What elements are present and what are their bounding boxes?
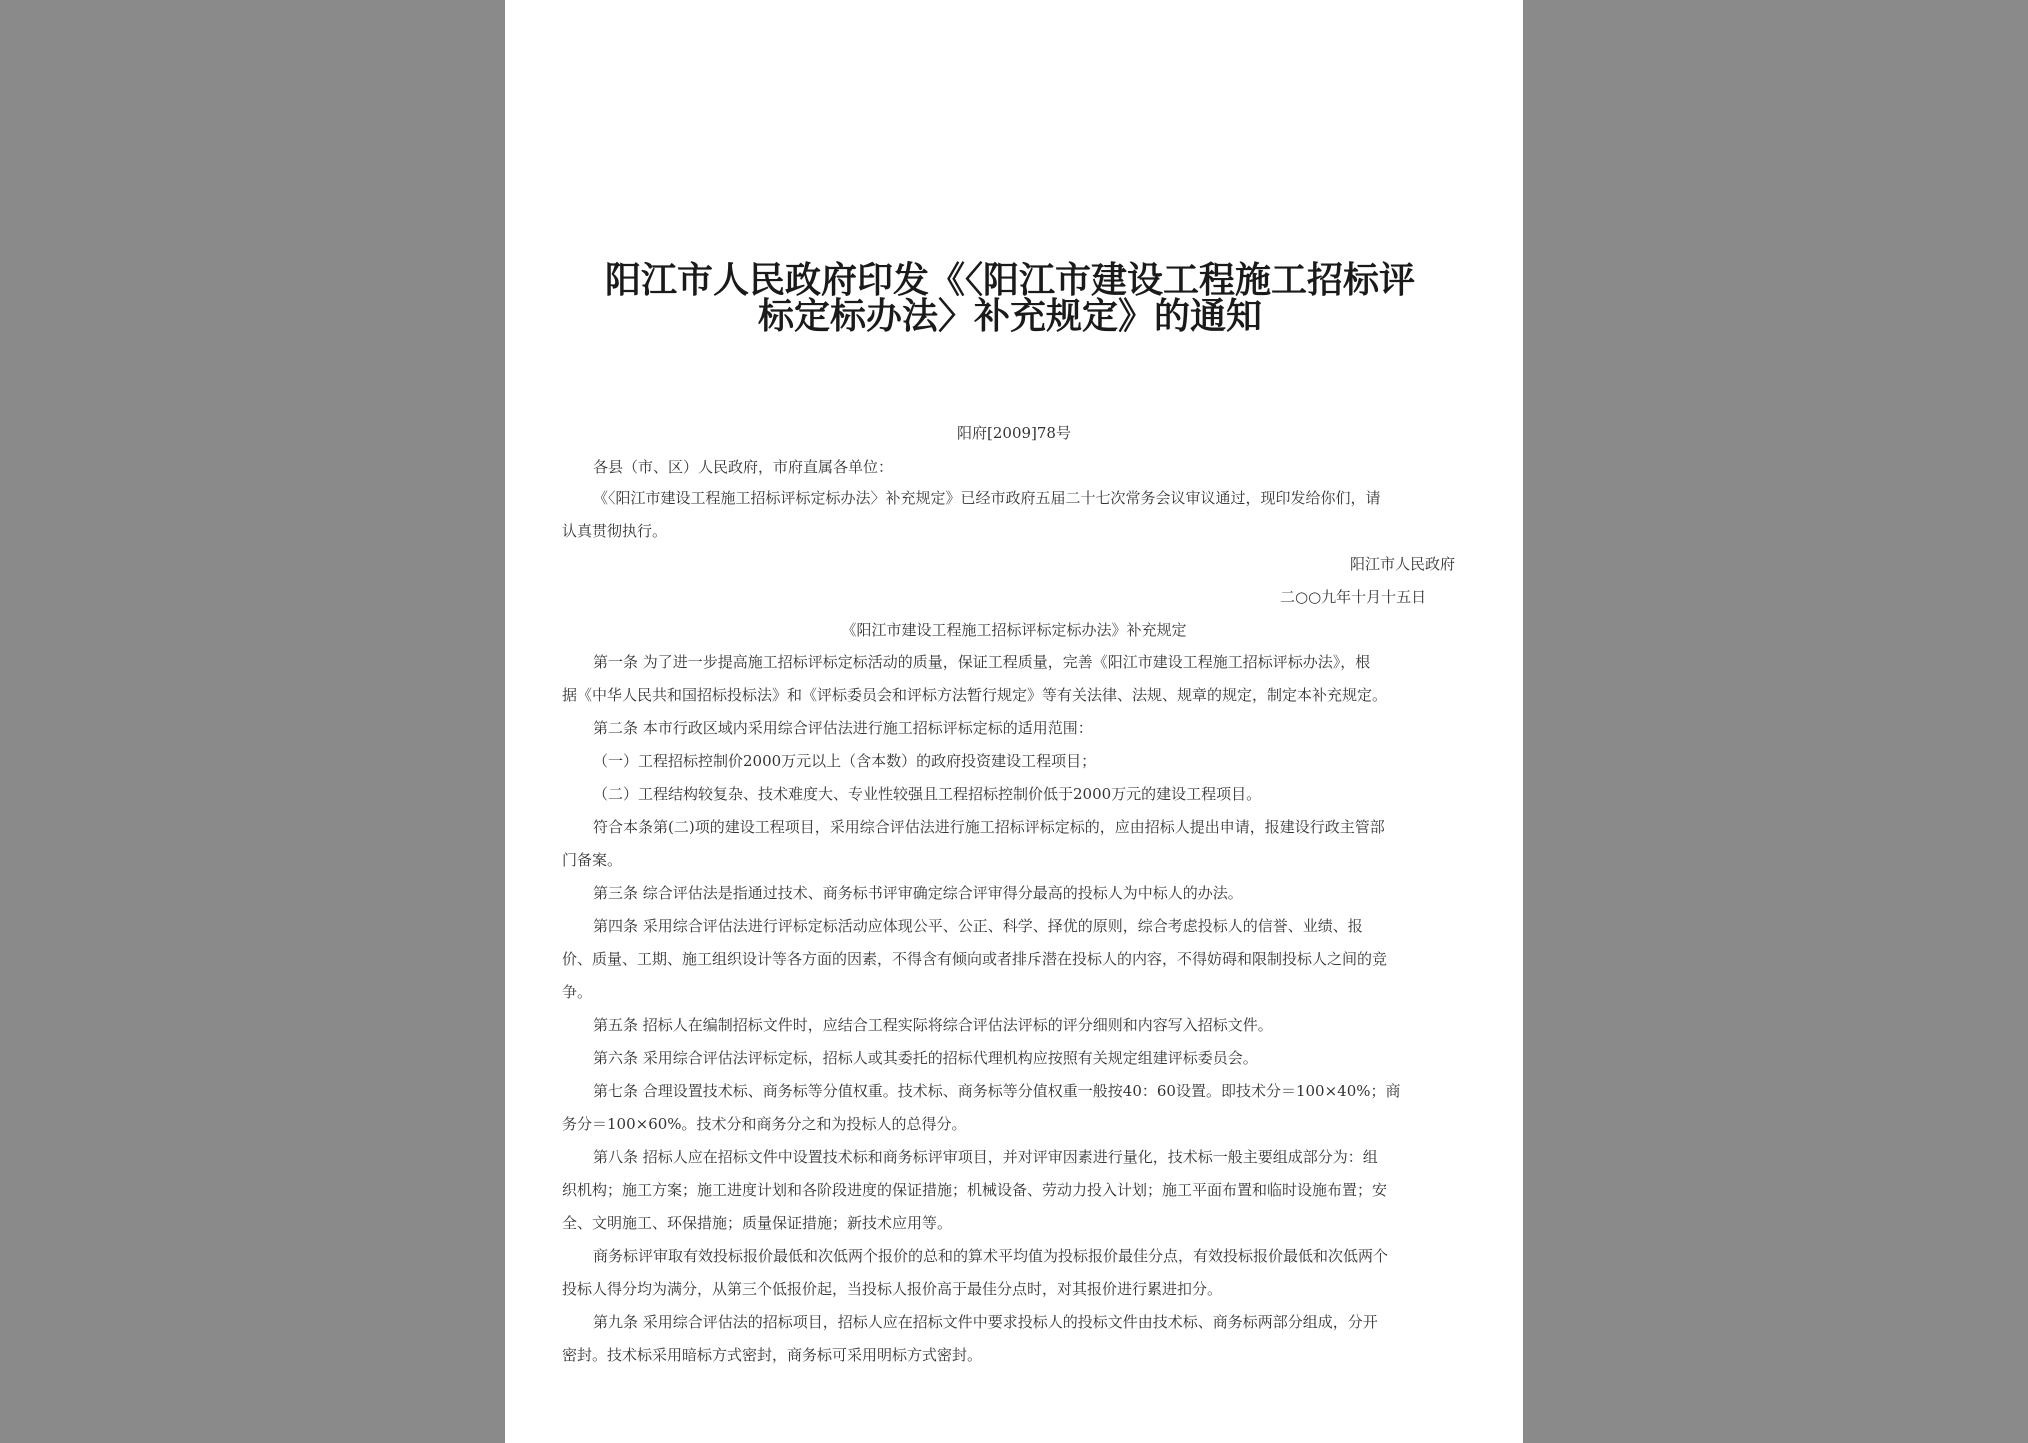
title-line-2: 标定标办法〉补充规定》的通知: [757, 295, 1262, 337]
body-line: 价、质量、工期、施工组织设计等各方面的因素，不得含有倾向或者排斥潜在投标人的内容，不得妨碍和限制投标人之间的竞: [562, 950, 1388, 968]
body-line: 第七条 合理设置技术标、商务标等分值权重。技术标、商务标等分值权重一般按40：60设置。即技术分＝100×40%；商: [593, 1082, 1401, 1100]
body-line: 商务标评审取有效投标报价最低和次低两个报价的总和的算术平均值为投标报价最佳分点，有效投标报价最低和次低两个: [593, 1247, 1389, 1265]
signature-organization: 阳江市人民政府: [1350, 555, 1456, 573]
body-line: 密封。技术标采用暗标方式密封，商务标可采用明标方式密封。: [562, 1346, 983, 1364]
body-line: 第一条 为了进一步提高施工招标评标定标活动的质量，保证工程质量，完善《阳江市建设工程施工招标评标办法》，根: [593, 653, 1371, 671]
document-number: 阳府[2009]78号: [957, 424, 1071, 442]
body-line: 全、文明施工、环保措施；质量保证措施；新技术应用等。: [562, 1214, 953, 1232]
body-line: 第二条 本市行政区域内采用综合评估法进行施工招标评标定标的适用范围：: [593, 719, 1093, 737]
body-line: 第三条 综合评估法是指通过技术、商务标书评审确定综合评审得分最高的投标人为中标人的办法。: [593, 884, 1243, 902]
salutation: 各县（市、区）人民政府，市府直属各单位：: [593, 458, 894, 476]
body-line: 第五条 招标人在编制招标文件时，应结合工程实际将综合评估法评标的评分细则和内容写入招标文件。: [593, 1016, 1273, 1034]
body-line: 第八条 招标人应在招标文件中设置技术标和商务标评审项目，并对评审因素进行量化，技术标一般主要组成部分为：组: [593, 1148, 1378, 1166]
intro-line-2: 认真贯彻执行。: [562, 522, 668, 540]
body-line: 第九条 采用综合评估法的招标项目，招标人应在招标文件中要求投标人的投标文件由技术标、商务标两部分组成，分开: [593, 1313, 1378, 1331]
document-page: [505, 0, 1523, 1443]
body-line: 争。: [562, 983, 593, 1001]
title-line-1: 阳江市人民政府印发《〈阳江市建设工程施工招标评: [604, 259, 1415, 301]
intro-line-1: 《〈阳江市建设工程施工招标评标定标办法〉补充规定》已经市政府五届二十七次常务会议审议通过，现印发给你们，请: [593, 489, 1381, 507]
body-line: （二）工程结构较复杂、技术难度大、专业性较强且工程招标控制价低于2000万元的建设工程项目。: [593, 785, 1262, 803]
regulation-subtitle: 《阳江市建设工程施工招标评标定标办法》补充规定: [841, 621, 1187, 639]
body-line: 务分＝100×60%。技术分和商务分之和为投标人的总得分。: [562, 1115, 967, 1133]
document-title: [585, 259, 1435, 337]
signature-date: 二○○九年十月十五日: [1280, 588, 1427, 606]
body-line: 第四条 采用综合评估法进行评标定标活动应体现公平、公正、科学、择优的原则，综合考虑投标人的信誉、业绩、报: [593, 917, 1363, 935]
body-line: 符合本条第(二)项的建设工程项目，采用综合评估法进行施工招标评标定标的，应由招标人提出申请，报建设行政主管部: [593, 818, 1385, 836]
body-line: 投标人得分均为满分，从第三个低报价起，当投标人报价高于最佳分点时，对其报价进行累进扣分。: [562, 1280, 1223, 1298]
body-line: 第六条 采用综合评估法评标定标，招标人或其委托的招标代理机构应按照有关规定组建评标委员会。: [593, 1049, 1258, 1067]
body-line: 门备案。: [562, 851, 623, 869]
body-line: （一）工程招标控制价2000万元以上（含本数）的政府投资建设工程项目；: [593, 752, 1097, 770]
body-line: 据《中华人民共和国招标投标法》和《评标委员会和评标方法暂行规定》等有关法律、法规、规章的规定，制定本补充规定。: [562, 686, 1388, 704]
body-line: 织机构；施工方案；施工进度计划和各阶段进度的保证措施；机械设备、劳动力投入计划；施工平面布置和临时设施布置；安: [562, 1181, 1388, 1199]
